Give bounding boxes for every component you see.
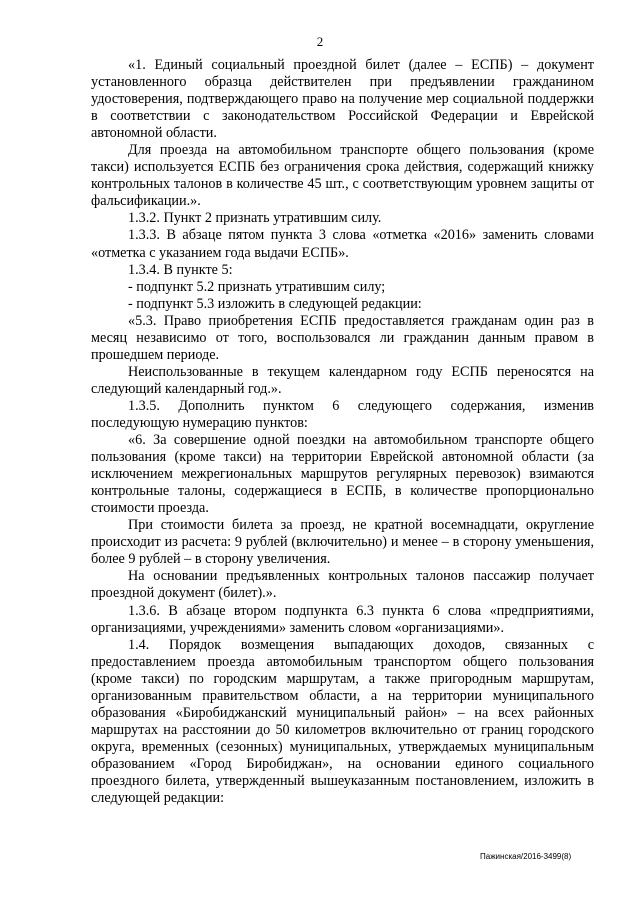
paragraph: «1. Единый социальный проездной билет (далее – ЕСПБ) – документ установленного образца действителен при предъявлении гражданином удостоверения, подтверждающего право на получение мер социальной поддержки в соответствии с законодательством Российской Федерации и Еврейской автономной области. [91,57,594,142]
paragraph: 1.3.6. В абзаце втором подпункта 6.3 пункта 6 слова «предприятиями, организациями, учреждениями» заменить словом «организациями». [91,602,594,636]
paragraph: 1.3.4. В пункте 5: [128,261,233,278]
paragraph: На основании предъявленных контрольных талонов пассажир получает проездной документ (билет).». [91,568,594,602]
paragraph: «6. За совершение одной поездки на автомобильном транспорте общего пользования (кроме такси) на территории Еврейской автономной области (за исключением межрегиональных маршрутов регулярных перевозок) взимаются контрольные талоны, содержащиеся в ЕСПБ, в количестве пропорционально стоимости проезда. [91,432,594,517]
document-body [91,57,594,807]
paragraph: При стоимости билета за проезд, не кратной восемнадцати, округление происходит из расчета: 9 рублей (включительно) и менее – в сторону уменьшения, более 9 рублей – в сторону увеличения. [91,517,594,568]
paragraph: Неиспользованные в текущем календарном году ЕСПБ переносятся на следующий календарный год.». [91,363,594,397]
page-number: 2 [316,34,324,49]
paragraph: Для проезда на автомобильном транспорте общего пользования (кроме такси) используется ЕСПБ без ограничения срока действия, содержащий книжку контрольных талонов в количестве 45 шт., с соответствующим уровнем защиты от фальсификации.». [91,142,594,210]
paragraph: 1.4. Порядок возмещения выпадающих доходов, связанных с предоставлением проезда автомобильным транспортом общего пользования (кроме такси) по городским маршрутам, а также пригородным маршрутам, организованным правительством области, а на территории муниципального образования «Биробиджанский муниципальный район» – на всех районных маршрутах на расстоянии до 50 километров включительно от границ городского округа, временных (сезонных) муниципальных, утверждаемых муниципальным образованием «Город Биробиджан», на основании единого социального проездного билета, утвержденный вышеуказанным постановлением, изложить в следующей редакции: [91,636,594,807]
paragraph: - подпункт 5.3 изложить в следующей редакции: [128,295,422,312]
paragraph: 1.3.3. В абзаце пятом пункта 3 слова «отметка «2016» заменить словами «отметка с указанием года выдачи ЕСПБ». [91,227,594,261]
paragraph: 1.3.2. Пункт 2 признать утратившим силу. [128,210,382,227]
paragraph: - подпункт 5.2 признать утратившим силу; [128,278,386,295]
paragraph: 1.3.5. Дополнить пунктом 6 следующего содержания, изменив последующую нумерацию пунктов: [91,397,594,431]
paragraph: «5.3. Право приобретения ЕСПБ предоставляется гражданам один раз в месяц независимо от того, воспользовался ли гражданин данным правом в прошедшем периоде. [91,312,594,363]
document-footer-code: Пажинская/2016-3499(8) [480,852,572,861]
